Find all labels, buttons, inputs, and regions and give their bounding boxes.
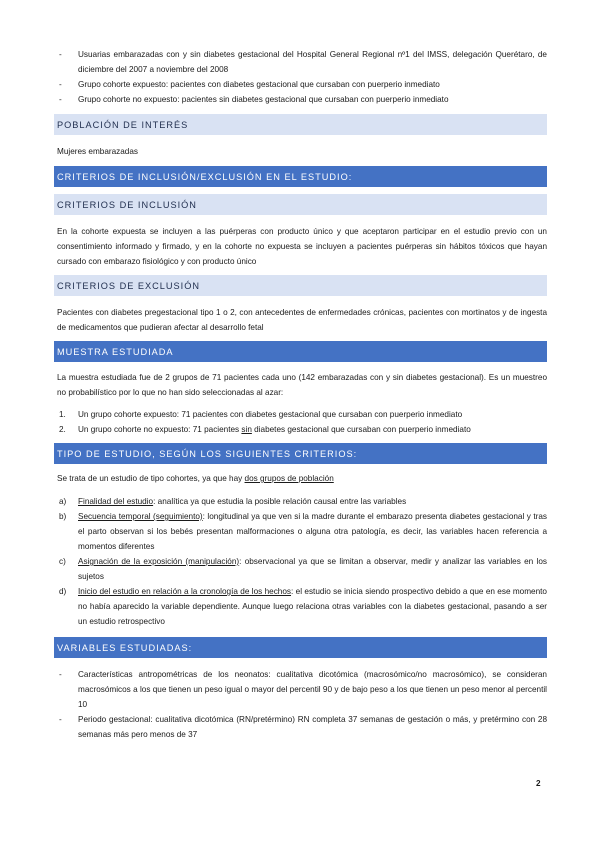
underlined-word: sin bbox=[241, 425, 252, 434]
document-page bbox=[57, 47, 547, 742]
poblacion-text: Mujeres embarazadas bbox=[57, 147, 139, 156]
list-item-text: Usuarias embarazadas con y sin diabetes gestacional del Hospital General Regional nº1 del IMSS, delegación Querétaro, de diciembre del 2007 a noviembre del 2008 bbox=[78, 50, 547, 74]
section-heading-criterios: CRITERIOS DE INCLUSIÓN/EXCLUSIÓN EN EL ESTUDIO: bbox=[54, 166, 547, 187]
exclusion-text: Pacientes con diabetes pregestacional tipo 1 o 2, con antecedentes de enfermedades crónicas, pacientes con mortinatos y de ingesta de medicamentos que pudieran afectar al desarrollo fetal bbox=[57, 308, 547, 332]
inclusion-text: En la cohorte expuesta se incluyen a las puérperas con producto único y que aceptaron participar en el estudio previo con un consentimiento informado y firmado, y en la cohorte no expuesta se incluyen a pacientes puérperas sin hábitos tóxicos que hayan cursado con embarazo fisiológico y con producto único bbox=[57, 227, 547, 266]
list-item-text: Características antropométricas de los neonatos: cualitativa dicotómica (macrosómico/no macrosómico), se consideran macrosómicos a los que tienen un peso igual o mayor del percentil 90 y de bajo peso a los que tienen un peso menor al percentil 10 bbox=[78, 670, 547, 709]
list-item: - Grupo cohorte expuesto: pacientes con diabetes gestacional que cursaban con puerperio inmediato bbox=[57, 77, 547, 92]
list-item-text: Un grupo cohorte expuesto: 71 pacientes con diabetes gestacional que cursaban con puerperio inmediato bbox=[78, 410, 463, 419]
page-number: 2 bbox=[536, 779, 541, 788]
variables-list bbox=[57, 667, 547, 742]
muestra-list bbox=[57, 407, 547, 437]
underlined-phrase: dos grupos de población bbox=[244, 474, 334, 483]
list-item-text: Grupo cohorte expuesto: pacientes con diabetes gestacional que cursaban con puerperio inmediato bbox=[78, 80, 440, 89]
list-item-text: Periodo gestacional: cualitativa dicotómica (RN/pretérmino) RN completa 37 semanas de gestación o más, y pretérmino con 28 semanas más pero menos de 37 bbox=[78, 715, 547, 739]
list-item: c) Asignación de la exposición (manipulación): observacional ya que se limitan a observar, medir y analizar las variables en los sujetos bbox=[59, 557, 547, 581]
muestra-text: La muestra estudiada fue de 2 grupos de 71 pacientes cada uno (142 embarazadas con y sin diabetes gestacional). Es un muestreo no probabilístico por lo que no han sido seleccionadas al azar: bbox=[57, 373, 547, 397]
section-heading-poblacion: POBLACIÓN DE INTERÉS bbox=[54, 114, 547, 135]
list-item: - Periodo gestacional: cualitativa dicotómica (RN/pretérmino) RN completa 37 semanas de gestación o más, y pretérmino con 28 semanas más pero menos de 37 bbox=[57, 712, 547, 742]
list-item: - Grupo cohorte no expuesto: pacientes sin diabetes gestacional que cursaban con puerperio inmediato bbox=[57, 92, 547, 107]
criterion-term: Finalidad del estudio bbox=[78, 497, 154, 506]
section-heading-tipo: TIPO DE ESTUDIO, SEGÚN LOS SIGUIENTES CRITERIOS: bbox=[54, 443, 547, 464]
list-item: 2. Un grupo cohorte no expuesto: 71 pacientes sin diabetes gestacional que cursaban con puerperio inmediato bbox=[57, 422, 547, 437]
criterion-term: Asignación de la exposición (manipulación) bbox=[78, 557, 240, 566]
tipo-intro: Se trata de un estudio de tipo cohortes, ya que hay dos grupos de población bbox=[57, 474, 334, 483]
list-item: - Usuarias embarazadas con y sin diabetes gestacional del Hospital General Regional nº1 del IMSS, delegación Querétaro, de diciembre del 2007 a noviembre del 2008 bbox=[57, 47, 547, 77]
list-item: b) Secuencia temporal (seguimiento): longitudinal ya que ven si la madre durante el embarazo presenta diabetes gestacional y tras el parto observan si los bebés presentan malformaciones o alguna otra patología, es decir, las variables hacen referencia a momentos diferentes bbox=[59, 512, 547, 551]
list-item-text: Grupo cohorte no expuesto: pacientes sin diabetes gestacional que cursaban con puerperio inmediato bbox=[78, 95, 449, 104]
criterion-term: Inicio del estudio en relación a la cronología de los hechos bbox=[78, 587, 292, 596]
list-item: d) Inicio del estudio en relación a la cronología de los hechos: el estudio se inicia siendo prospectivo debido a que en ese momento no había aparecido la variable dependiente. Aunque luego relaciona otras variables con la diabetes gestacional, pasando a ser un estudio retrospectivo bbox=[59, 587, 547, 626]
list-item-text: Un grupo cohorte no expuesto: 71 pacientes sin diabetes gestacional que cursaban con puerperio inmediato bbox=[78, 425, 471, 434]
criterion-term: Secuencia temporal (seguimiento) bbox=[78, 512, 203, 521]
list-item: - Características antropométricas de los neonatos: cualitativa dicotómica (macrosómico/no macrosómico), se consideran macrosómicos a los que tienen un peso igual o mayor del percentil 90 y de bajo peso a los que tienen un peso menor al percentil 10 bbox=[57, 667, 547, 712]
intro-bullet-list bbox=[57, 47, 547, 107]
list-item: 1. Un grupo cohorte expuesto: 71 pacientes con diabetes gestacional que cursaban con puerperio inmediato bbox=[57, 407, 547, 422]
section-heading-variables: VARIABLES ESTUDIADAS: bbox=[54, 637, 547, 658]
section-heading-inclusion: CRITERIOS DE INCLUSIÓN bbox=[54, 194, 547, 215]
section-heading-exclusion: CRITERIOS DE EXCLUSIÓN bbox=[54, 275, 547, 296]
list-item: a) Finalidad del estudio: analítica ya que estudia la posible relación causal entre las variables bbox=[59, 497, 407, 506]
section-heading-muestra: MUESTRA ESTUDIADA bbox=[54, 341, 547, 362]
tipo-list bbox=[57, 494, 547, 629]
